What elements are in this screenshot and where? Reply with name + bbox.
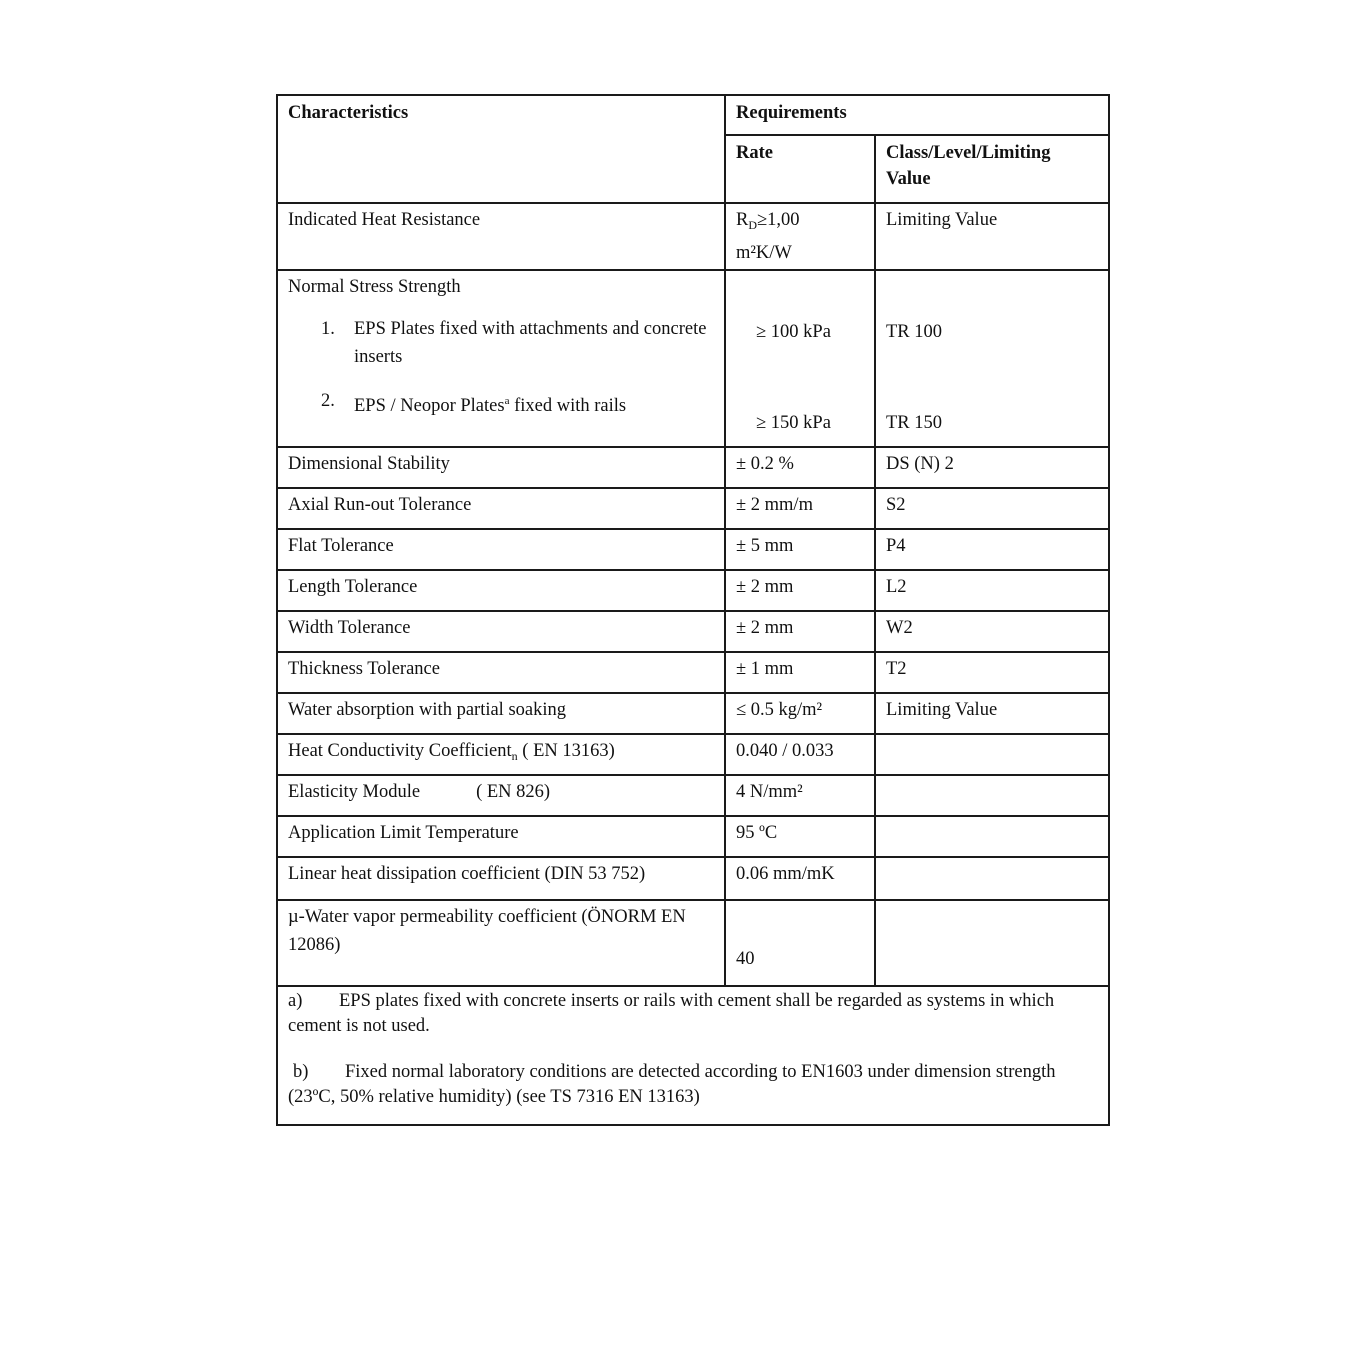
table-row <box>277 734 1109 775</box>
rate-value: ≥ 100 kPa <box>756 322 831 342</box>
row-rate: 95 ºC <box>725 816 875 857</box>
class-value: TR 150 <box>886 413 943 433</box>
header-class-level: Class/Level/Limiting Value <box>875 135 1109 203</box>
row-class: Limiting Value <box>875 203 1109 270</box>
note-text: Fixed normal laboratory conditions are detected according to EN1603 under dimension strength (23ºC, 50% relative humidity) (see TS 7316 EN 13163) <box>288 1062 1056 1107</box>
table-row <box>277 652 1109 693</box>
table-row <box>277 816 1109 857</box>
row-label: Length Tolerance <box>277 570 725 611</box>
note-b <box>288 1060 1098 1110</box>
label-text: Elasticity Module <box>288 782 421 802</box>
label-suffix: ( EN 826) <box>476 782 551 802</box>
note-label: b) <box>293 1062 309 1082</box>
table-row <box>277 775 1109 816</box>
table-row <box>277 857 1109 900</box>
row-rate: ± 2 mm <box>725 611 875 652</box>
list-number: 1. <box>321 319 335 339</box>
table-row <box>277 570 1109 611</box>
row-label: Thickness Tolerance <box>277 652 725 693</box>
table-row <box>277 203 1109 270</box>
row-label: Flat Tolerance <box>277 529 725 570</box>
list-text: EPS Plates fixed with attachments and concrete inserts <box>354 319 707 367</box>
row-rate <box>725 270 875 447</box>
row-class <box>875 816 1109 857</box>
table-row <box>277 529 1109 570</box>
specification-table <box>276 94 1110 1126</box>
note-a <box>288 989 1098 1039</box>
row-rate: ≤ 0.5 kg/m² <box>725 693 875 734</box>
header-rate: Rate <box>725 135 875 203</box>
row-label: Dimensional Stability <box>277 447 725 488</box>
rate-subscript: D <box>748 218 758 232</box>
row-class: P4 <box>875 529 1109 570</box>
row-class <box>875 270 1109 447</box>
table-row <box>277 900 1109 986</box>
label-suffix: ( EN 13163) <box>517 741 615 761</box>
list-text: EPS / Neopor Plates <box>354 396 505 416</box>
rate-unit: m²K/W <box>736 243 792 263</box>
list-number: 2. <box>321 391 335 411</box>
row-rate: 0.06 mm/mK <box>725 857 875 900</box>
class-value: TR 100 <box>886 322 943 342</box>
row-class: S2 <box>875 488 1109 529</box>
note-label: a) <box>288 991 303 1011</box>
table-row <box>277 488 1109 529</box>
table-row <box>277 447 1109 488</box>
rate-value: ≥1,00 <box>757 210 800 230</box>
row-label <box>277 775 725 816</box>
row-label: Width Tolerance <box>277 611 725 652</box>
list-text-suffix: fixed with rails <box>509 396 627 416</box>
row-rate: 0.040 / 0.033 <box>725 734 875 775</box>
note-text: EPS plates fixed with concrete inserts or rails with cement shall be regarded as systems in which cement is not used. <box>288 991 1055 1036</box>
notes-row <box>277 986 1109 1125</box>
row-label: Application Limit Temperature <box>277 816 725 857</box>
row-rate: ± 0.2 % <box>725 447 875 488</box>
list-item <box>288 387 714 420</box>
row-label: Linear heat dissipation coefficient (DIN 53 752) <box>277 857 725 900</box>
row-label: Normal Stress Strength <box>288 277 461 297</box>
row-label: µ-Water vapor permeability coefficient (ÖNORM EN 12086) <box>277 900 725 986</box>
header-requirements: Requirements <box>725 95 1109 135</box>
row-rate: ± 5 mm <box>725 529 875 570</box>
row-class <box>875 734 1109 775</box>
rate-value: ≥ 150 kPa <box>756 413 831 433</box>
row-class <box>875 775 1109 816</box>
row-rate: ± 2 mm/m <box>725 488 875 529</box>
row-label: Water absorption with partial soaking <box>277 693 725 734</box>
row-class <box>875 900 1109 986</box>
row-rate <box>725 900 875 986</box>
label-text: Heat Conductivity Coefficient <box>288 741 512 761</box>
row-label: Axial Run-out Tolerance <box>277 488 725 529</box>
row-class: L2 <box>875 570 1109 611</box>
label-subscript: n <box>511 749 518 763</box>
rate-value: 40 <box>736 949 755 969</box>
row-class: W2 <box>875 611 1109 652</box>
row-rate: 4 N/mm² <box>725 775 875 816</box>
row-class: DS (N) 2 <box>875 447 1109 488</box>
row-class <box>875 857 1109 900</box>
row-class: Limiting Value <box>875 693 1109 734</box>
table-row <box>277 270 1109 447</box>
normal-stress-cell <box>277 270 725 447</box>
header-characteristics: Characteristics <box>277 95 725 203</box>
row-rate: ± 2 mm <box>725 570 875 611</box>
row-rate: ± 1 mm <box>725 652 875 693</box>
normal-stress-list <box>288 315 714 420</box>
table-row <box>277 611 1109 652</box>
notes-cell <box>277 986 1109 1125</box>
footnote-mark: a <box>504 395 510 407</box>
row-label: Indicated Heat Resistance <box>277 203 725 270</box>
list-item <box>288 315 714 371</box>
row-rate <box>725 203 875 270</box>
row-label <box>277 734 725 775</box>
row-class: T2 <box>875 652 1109 693</box>
table-row <box>277 693 1109 734</box>
rate-symbol: R <box>736 210 749 230</box>
